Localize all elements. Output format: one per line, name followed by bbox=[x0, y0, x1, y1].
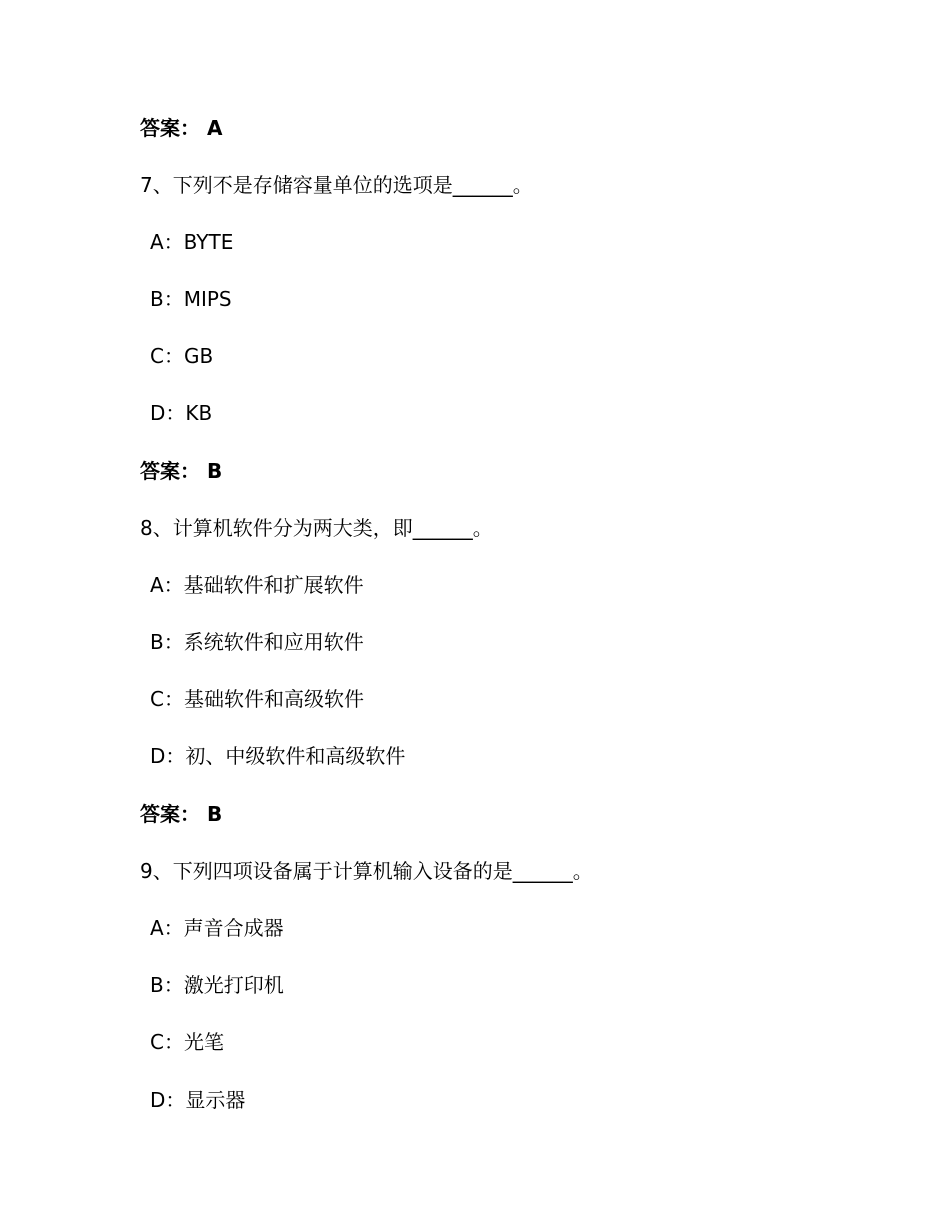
question-7: 7、下列不是存储容量单位的选项是______。 bbox=[140, 173, 533, 197]
q8-option-d: D：初、中级软件和高级软件 bbox=[150, 744, 406, 768]
q8-option-b: B：系统软件和应用软件 bbox=[150, 630, 364, 654]
question-9: 9、下列四项设备属于计算机输入设备的是______。 bbox=[140, 859, 593, 883]
q8-option-c: C：基础软件和高级软件 bbox=[150, 687, 364, 711]
q9-option-c: C：光笔 bbox=[150, 1030, 224, 1054]
q8-answer: 答案： B bbox=[140, 802, 223, 826]
answer-prev: 答案： A bbox=[140, 116, 223, 140]
q7-answer: 答案： B bbox=[140, 459, 223, 483]
q7-option-b: B：MIPS bbox=[150, 287, 232, 311]
q7-option-a: A：BYTE bbox=[150, 230, 234, 254]
q7-option-c: C：GB bbox=[150, 344, 214, 368]
q7-option-d: D：KB bbox=[150, 401, 213, 425]
q9-option-b: B：激光打印机 bbox=[150, 973, 284, 997]
q9-option-a: A：声音合成器 bbox=[150, 916, 284, 940]
q8-option-a: A：基础软件和扩展软件 bbox=[150, 573, 364, 597]
question-8: 8、计算机软件分为两大类，即______。 bbox=[140, 516, 493, 540]
q9-option-d: D：显示器 bbox=[150, 1088, 246, 1112]
